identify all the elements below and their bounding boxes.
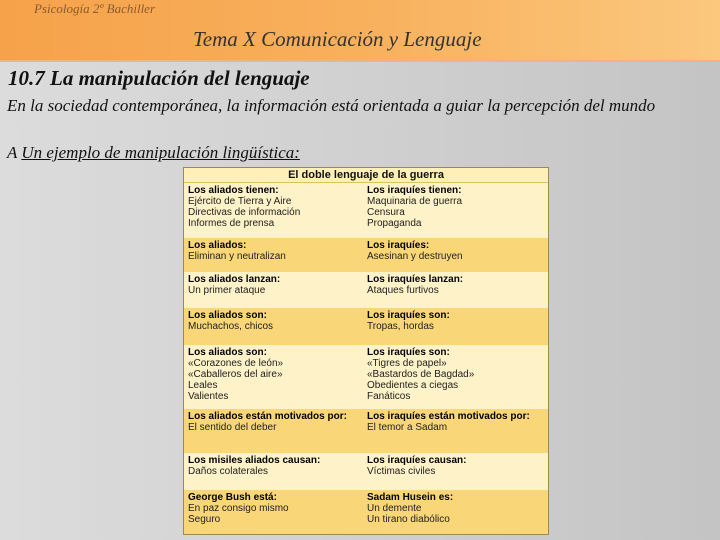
row-line: El temor a Sadam bbox=[367, 422, 448, 433]
row-line: Ataques furtivos bbox=[367, 285, 439, 296]
row-line: Valientes bbox=[188, 391, 229, 402]
row-heading: Los iraquíes causan: bbox=[367, 455, 467, 466]
example-prefix: A bbox=[7, 143, 22, 162]
row-heading: Los aliados son: bbox=[188, 310, 267, 321]
war-language-figure bbox=[183, 167, 549, 535]
row-line: Informes de prensa bbox=[188, 218, 275, 229]
row-line: «Tigres de papel» bbox=[367, 358, 447, 369]
example-link[interactable]: Un ejemplo de manipulación lingüística: bbox=[21, 143, 300, 162]
row-heading: Los iraquíes tienen: bbox=[367, 185, 462, 196]
row-line: El sentido del deber bbox=[188, 422, 277, 433]
figure-row bbox=[184, 308, 548, 345]
row-line: Directivas de información bbox=[188, 207, 301, 218]
row-heading: Los aliados están motivados por: bbox=[188, 411, 347, 422]
allies-column bbox=[187, 492, 366, 535]
row-heading: Sadam Husein es: bbox=[367, 492, 454, 503]
figure-row bbox=[184, 272, 548, 308]
iraqis-column bbox=[366, 455, 545, 490]
row-heading: Los misiles aliados causan: bbox=[188, 455, 321, 466]
row-line: Víctimas civiles bbox=[367, 466, 436, 477]
iraqis-column bbox=[366, 492, 545, 535]
figure-row bbox=[184, 238, 548, 272]
figure-title: El doble lenguaje de la guerra bbox=[184, 168, 548, 183]
row-line: Un tirano diabólico bbox=[367, 514, 450, 525]
iraqis-column bbox=[366, 310, 545, 345]
row-heading: Los aliados: bbox=[188, 240, 247, 251]
row-heading: Los iraquíes lanzan: bbox=[367, 274, 464, 285]
row-line: «Bastardos de Bagdad» bbox=[367, 369, 475, 380]
row-line: Propaganda bbox=[367, 218, 422, 229]
row-heading: Los aliados lanzan: bbox=[188, 274, 281, 285]
row-line: «Corazones de león» bbox=[188, 358, 284, 369]
iraqis-column bbox=[366, 240, 545, 272]
allies-column bbox=[187, 310, 366, 345]
figure-row bbox=[184, 453, 548, 490]
figure-row bbox=[184, 490, 548, 535]
allies-column bbox=[187, 347, 366, 409]
section-title: 10.7 La manipulación del lenguaje bbox=[8, 66, 310, 90]
iraqis-column bbox=[366, 274, 545, 308]
iraqis-column bbox=[366, 411, 545, 453]
row-line: En paz consigo mismo bbox=[188, 503, 289, 514]
row-line: Un demente bbox=[367, 503, 422, 514]
allies-column bbox=[187, 240, 366, 272]
row-line: Maquinaria de guerra bbox=[367, 196, 463, 207]
row-heading: Los iraquíes son: bbox=[367, 310, 450, 321]
row-heading: Los iraquíes son: bbox=[367, 347, 450, 358]
topic-title: Tema X Comunicación y Lenguaje bbox=[193, 27, 482, 51]
iraqis-column bbox=[366, 185, 545, 238]
allies-column bbox=[187, 455, 366, 490]
allies-column bbox=[187, 274, 366, 308]
row-line: Muchachos, chicos bbox=[188, 321, 274, 332]
row-line: Censura bbox=[367, 207, 405, 218]
slide-header bbox=[0, 0, 720, 62]
row-line: Tropas, hordas bbox=[367, 321, 434, 332]
iraqis-column bbox=[366, 347, 545, 409]
row-heading: Los aliados son: bbox=[188, 347, 267, 358]
row-heading: Los iraquíes están motivados por: bbox=[367, 411, 530, 422]
row-line: Daños colaterales bbox=[188, 466, 269, 477]
row-line: Asesinan y destruyen bbox=[367, 251, 463, 262]
allies-column bbox=[187, 185, 366, 238]
figure-row bbox=[184, 345, 548, 409]
row-line: Fanáticos bbox=[367, 391, 411, 402]
allies-column bbox=[187, 411, 366, 453]
row-heading: Los iraquíes: bbox=[367, 240, 430, 251]
row-line: Obedientes a ciegas bbox=[367, 380, 459, 391]
example-line bbox=[7, 143, 300, 163]
intro-text: En la sociedad contemporánea, la información está orientada a guiar la percepción del mundo bbox=[7, 96, 656, 115]
row-line: Eliminan y neutralizan bbox=[188, 251, 286, 262]
row-line: Seguro bbox=[188, 514, 221, 525]
row-line: Leales bbox=[188, 380, 218, 391]
row-line: Ejército de Tierra y Aire bbox=[188, 196, 292, 207]
row-heading: Los aliados tienen: bbox=[188, 185, 279, 196]
figure-row bbox=[184, 183, 548, 238]
course-name: Psicología 2º Bachiller bbox=[34, 1, 156, 16]
figure-row bbox=[184, 409, 548, 453]
row-heading: George Bush está: bbox=[188, 492, 277, 503]
row-line: Un primer ataque bbox=[188, 285, 266, 296]
row-line: «Caballeros del aire» bbox=[188, 369, 283, 380]
